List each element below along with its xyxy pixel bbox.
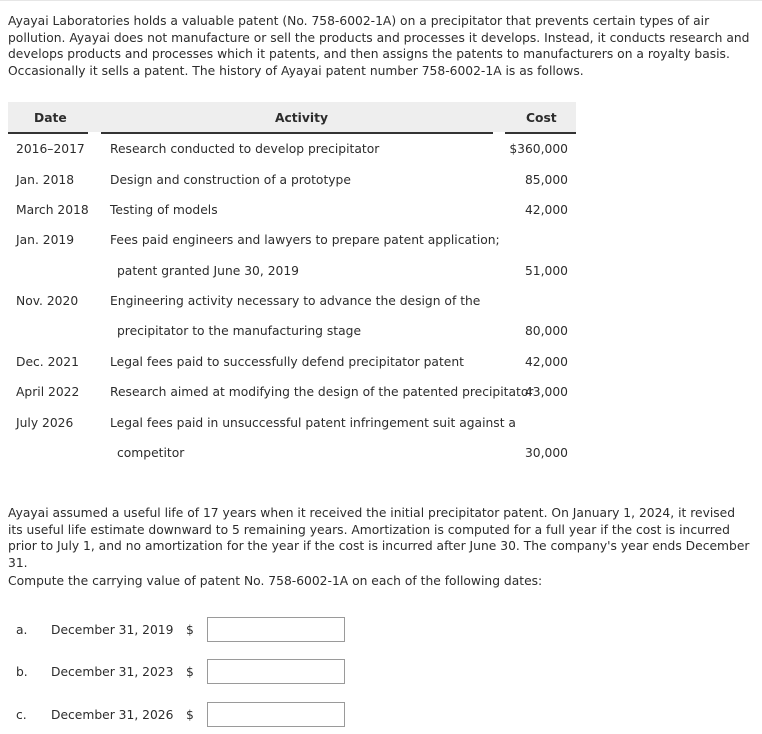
row-cost: 80,000 [524, 324, 568, 338]
row-activity: Engineering activity necessary to advance the design of the [110, 294, 481, 308]
dollar-sign: $ [186, 665, 194, 679]
table-header [8, 102, 576, 132]
row-activity: Legal fees paid to successfully defend precipitator patent [110, 355, 464, 369]
row-cost: $360,000 [509, 142, 568, 156]
question-letter: a. [16, 623, 28, 637]
row-date: April 2022 [16, 385, 80, 399]
top-divider [0, 0, 762, 1]
question-prompt: Compute the carrying value of patent No. 758-6002-1A on each of the following dates: [8, 574, 543, 588]
row-date: Dec. 2021 [16, 355, 79, 369]
question-letter: c. [16, 708, 27, 722]
assumptions-paragraph: Ayayai assumed a useful life of 17 years when it received the initial precipitator patent. On January 1, 2024, it revised its useful life estimate downward to 5 remaining years. Amortization is computed for a full year if the cost is incurred prior to July 1, and no amortization for the year if the cost is incurred after June 30. The company's year ends December 31. [8, 506, 750, 571]
row-cost: 30,000 [524, 446, 568, 460]
row-activity-continued: precipitator to the manufacturing stage [117, 324, 362, 338]
row-date: Nov. 2020 [16, 294, 79, 308]
row-date: 2016–2017 [16, 142, 85, 156]
answer-input-dec-31-2026[interactable] [207, 702, 345, 727]
intro-text: Ayayai Laboratories holds a valuable patent (No. 758-6002-1A) on a precipitator that prevents certain types of air pollution. Ayayai does not manufacture or sell the products and processes it develops. Instead, it conducts research and develops products and processes which it patents, and then assigns the patents to manufacturers on a royalty basis. Occasionally it sells a patent. The history of Ayayai patent number 758-6002-1A is as follows. [8, 14, 750, 79]
question-date-label: December 31, 2026 [51, 708, 174, 722]
row-activity: Research conducted to develop precipitator [110, 142, 380, 156]
header-cost: Cost [526, 111, 557, 125]
question-date-label: December 31, 2023 [51, 665, 174, 679]
row-activity-continued: patent granted June 30, 2019 [117, 264, 299, 278]
header-rule-cost [505, 132, 576, 134]
row-cost: 42,000 [524, 203, 568, 217]
dollar-sign: $ [186, 623, 194, 637]
row-activity: Testing of models [110, 203, 218, 217]
row-activity: Design and construction of a prototype [110, 173, 351, 187]
header-rule-activity [101, 132, 493, 134]
row-activity: Research aimed at modifying the design of the patented precipitator [110, 385, 534, 399]
header-rule-date [8, 132, 88, 134]
row-cost: 85,000 [524, 173, 568, 187]
row-activity: Fees paid engineers and lawyers to prepare patent application; [110, 233, 500, 247]
row-cost: 43,000 [524, 385, 568, 399]
row-date: July 2026 [16, 416, 74, 430]
row-activity-continued: competitor [117, 446, 185, 460]
question-letter: b. [16, 665, 28, 679]
dollar-sign: $ [186, 708, 194, 722]
row-cost: 51,000 [524, 264, 568, 278]
answer-input-dec-31-2019[interactable] [207, 617, 345, 642]
row-date: Jan. 2019 [16, 233, 75, 247]
question-date-label: December 31, 2019 [51, 623, 174, 637]
header-activity: Activity [275, 111, 329, 125]
row-activity: Legal fees paid in unsuccessful patent infringement suit against a [110, 416, 516, 430]
header-date: Date [34, 111, 67, 125]
row-date: Jan. 2018 [16, 173, 75, 187]
answer-input-dec-31-2023[interactable] [207, 659, 345, 684]
row-cost: 42,000 [524, 355, 568, 369]
row-date: March 2018 [16, 203, 89, 217]
